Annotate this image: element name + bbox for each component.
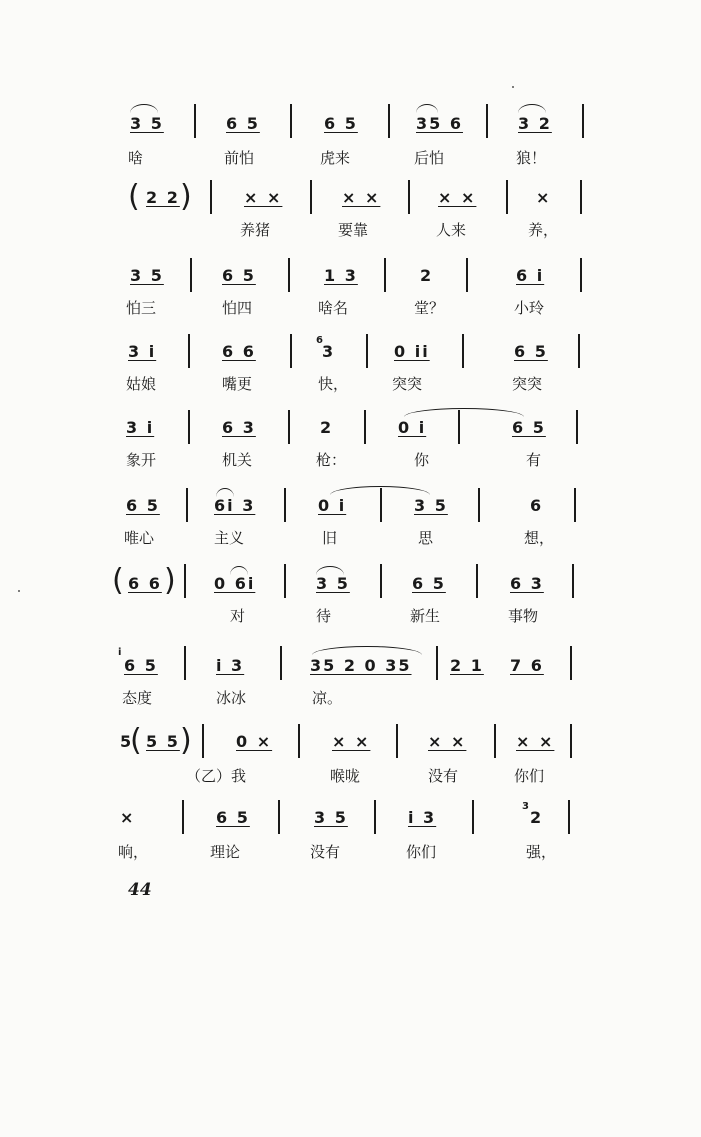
note-group: 6 3	[222, 418, 256, 437]
lyric: 态度	[122, 689, 153, 707]
bar-line	[574, 488, 576, 522]
paren-open: (	[130, 723, 142, 758]
bar-line	[210, 180, 212, 214]
note-group: 3 i	[126, 418, 155, 437]
bar-line	[284, 564, 286, 598]
bar-line	[374, 800, 376, 834]
note-group: 0 i	[398, 418, 427, 437]
lyric: 你们	[514, 767, 545, 785]
lyric: 响，	[118, 843, 149, 861]
note-group: × ×	[438, 188, 477, 207]
note-group: × ×	[428, 732, 467, 751]
bar-line	[184, 646, 186, 680]
lyric: 狼！	[516, 149, 547, 167]
slur	[404, 408, 524, 417]
lyric: 虎来	[320, 149, 351, 167]
note-group: × ×	[342, 188, 381, 207]
note-group: 6 5	[324, 114, 358, 133]
lyric: 啥名	[318, 299, 349, 317]
lyric: 机关	[222, 451, 253, 469]
note-group: 1 3	[324, 266, 358, 285]
lyric: 象开	[126, 451, 157, 469]
bar-line	[280, 646, 282, 680]
bar-line	[580, 258, 582, 292]
note-group: 6 i	[516, 266, 545, 285]
bar-line	[582, 104, 584, 138]
note-group: 3 5	[414, 496, 448, 515]
note-group: 0 i	[318, 496, 347, 515]
bar-line	[580, 180, 582, 214]
note-group: 7 6	[510, 656, 544, 675]
lyric: 快，	[318, 375, 349, 393]
bar-line	[408, 180, 410, 214]
note-group: 6 5	[514, 342, 548, 361]
lyric: 对	[230, 607, 246, 625]
bar-line	[380, 488, 382, 522]
bar-line	[278, 800, 280, 834]
lyric: 怕四	[222, 299, 253, 317]
lyric: 思	[418, 529, 434, 547]
note-group: 2 1	[450, 656, 484, 675]
bar-line	[186, 488, 188, 522]
note-group: 3 5	[130, 266, 164, 285]
bar-line	[182, 800, 184, 834]
lyric: 新生	[410, 607, 441, 625]
note-group: 0 ×	[236, 732, 273, 751]
speck	[18, 590, 20, 592]
paren-open: (	[112, 563, 124, 598]
bar-line	[284, 488, 286, 522]
note-group: 6 6	[128, 574, 162, 593]
lyric: 没有	[428, 767, 459, 785]
lyric: 枪：	[316, 451, 347, 469]
grace-note: 3	[522, 801, 529, 812]
lyric: 后怕	[414, 149, 445, 167]
lyric: 有	[526, 451, 542, 469]
paren-close: )	[180, 723, 192, 758]
bar-line	[506, 180, 508, 214]
bar-line	[290, 104, 292, 138]
note-group: × ×	[244, 188, 283, 207]
lyric: 冰冰	[216, 689, 247, 707]
bar-line	[388, 104, 390, 138]
bar-line	[462, 334, 464, 368]
note-group: 2	[320, 418, 334, 437]
lyric: 突突	[512, 375, 543, 393]
note-group: ×	[120, 808, 136, 827]
note-group: 35 2 0 35	[310, 656, 412, 675]
lyric: 堂？	[414, 299, 445, 317]
lyric: 凉。	[312, 689, 343, 707]
paren-close: )	[164, 563, 176, 598]
bar-line	[486, 104, 488, 138]
lyric: （乙）我	[186, 767, 247, 785]
note-group: ×	[536, 188, 552, 207]
bar-line	[364, 410, 366, 444]
slur	[416, 104, 438, 113]
bar-line	[578, 334, 580, 368]
bar-line	[194, 104, 196, 138]
note-group: 2	[530, 808, 544, 827]
note-group: 6 3	[510, 574, 544, 593]
slur	[312, 646, 422, 655]
bar-line	[568, 800, 570, 834]
lyric: 人来	[436, 221, 467, 239]
bar-line	[458, 410, 460, 444]
note-group: 3	[322, 342, 336, 361]
lyric: 想，	[524, 529, 555, 547]
note-group: 6 5	[126, 496, 160, 515]
bar-line	[572, 564, 574, 598]
note-group: 35 6	[416, 114, 463, 133]
note-group: 3 5	[316, 574, 350, 593]
lyric: 小玲	[514, 299, 545, 317]
grace-note: i	[118, 647, 122, 658]
bar-line	[288, 258, 290, 292]
bar-line	[184, 564, 186, 598]
slur	[518, 104, 546, 113]
bar-line	[188, 410, 190, 444]
bar-line	[384, 258, 386, 292]
bar-line	[570, 646, 572, 680]
note-group: × ×	[332, 732, 371, 751]
lyric: 强，	[526, 843, 557, 861]
bar-line	[190, 258, 192, 292]
bar-line	[380, 564, 382, 598]
note-group: 6 6	[222, 342, 256, 361]
note-group: 3 5	[130, 114, 164, 133]
lyric: 养，	[528, 221, 559, 239]
lyric: 主义	[214, 529, 245, 547]
note-group: 6i 3	[214, 496, 256, 515]
note-group: 6 5	[216, 808, 250, 827]
page-number: 44	[128, 880, 152, 900]
bar-line	[570, 724, 572, 758]
lyric: 嘴更	[222, 375, 253, 393]
note-group: 6 5	[222, 266, 256, 285]
bar-line	[472, 800, 474, 834]
lyric: 姑娘	[126, 375, 157, 393]
note-group: 2 2	[146, 188, 180, 207]
lyric: 喉咙	[330, 767, 361, 785]
note-group: i 3	[408, 808, 437, 827]
bar-line	[298, 724, 300, 758]
bar-line	[202, 724, 204, 758]
lyric: 怕三	[126, 299, 157, 317]
note-group: 0 ii	[394, 342, 430, 361]
bar-line	[310, 180, 312, 214]
bar-line	[478, 488, 480, 522]
paren-close: )	[180, 179, 192, 214]
note-group: 6 5	[226, 114, 260, 133]
note-group: 3 i	[128, 342, 157, 361]
bar-line	[436, 646, 438, 680]
lyric: 养猪	[240, 221, 271, 239]
bar-line	[290, 334, 292, 368]
bar-line	[188, 334, 190, 368]
bar-line	[396, 724, 398, 758]
lyric: 前怕	[224, 149, 255, 167]
lyric: 唯心	[124, 529, 155, 547]
note-group: × ×	[516, 732, 555, 751]
lyric: 理论	[210, 843, 241, 861]
paren-open: (	[128, 179, 140, 214]
note-group: 6	[530, 496, 544, 515]
bar-line	[288, 410, 290, 444]
lyric: 事物	[508, 607, 539, 625]
speck	[512, 86, 514, 88]
note-group: 5	[120, 732, 134, 751]
note-group: 5 5	[146, 732, 180, 751]
grace-note: 6	[316, 335, 323, 346]
bar-line	[494, 724, 496, 758]
note-group: 6 5	[412, 574, 446, 593]
lyric: 你	[414, 451, 430, 469]
note-group: 6 5	[124, 656, 158, 675]
slur	[130, 104, 158, 113]
lyric: 待	[316, 607, 332, 625]
bar-line	[576, 410, 578, 444]
note-group: 0 6i	[214, 574, 256, 593]
note-group: i 3	[216, 656, 245, 675]
lyric: 突突	[392, 375, 423, 393]
note-group: 3 5	[314, 808, 348, 827]
note-group: 3 2	[518, 114, 552, 133]
note-group: 6 5	[512, 418, 546, 437]
lyric: 没有	[310, 843, 341, 861]
bar-line	[466, 258, 468, 292]
lyric: 你们	[406, 843, 437, 861]
lyric: 啥	[128, 149, 144, 167]
lyric: 旧	[322, 529, 338, 547]
bar-line	[476, 564, 478, 598]
bar-line	[366, 334, 368, 368]
note-group: 2	[420, 266, 434, 285]
lyric: 要靠	[338, 221, 369, 239]
